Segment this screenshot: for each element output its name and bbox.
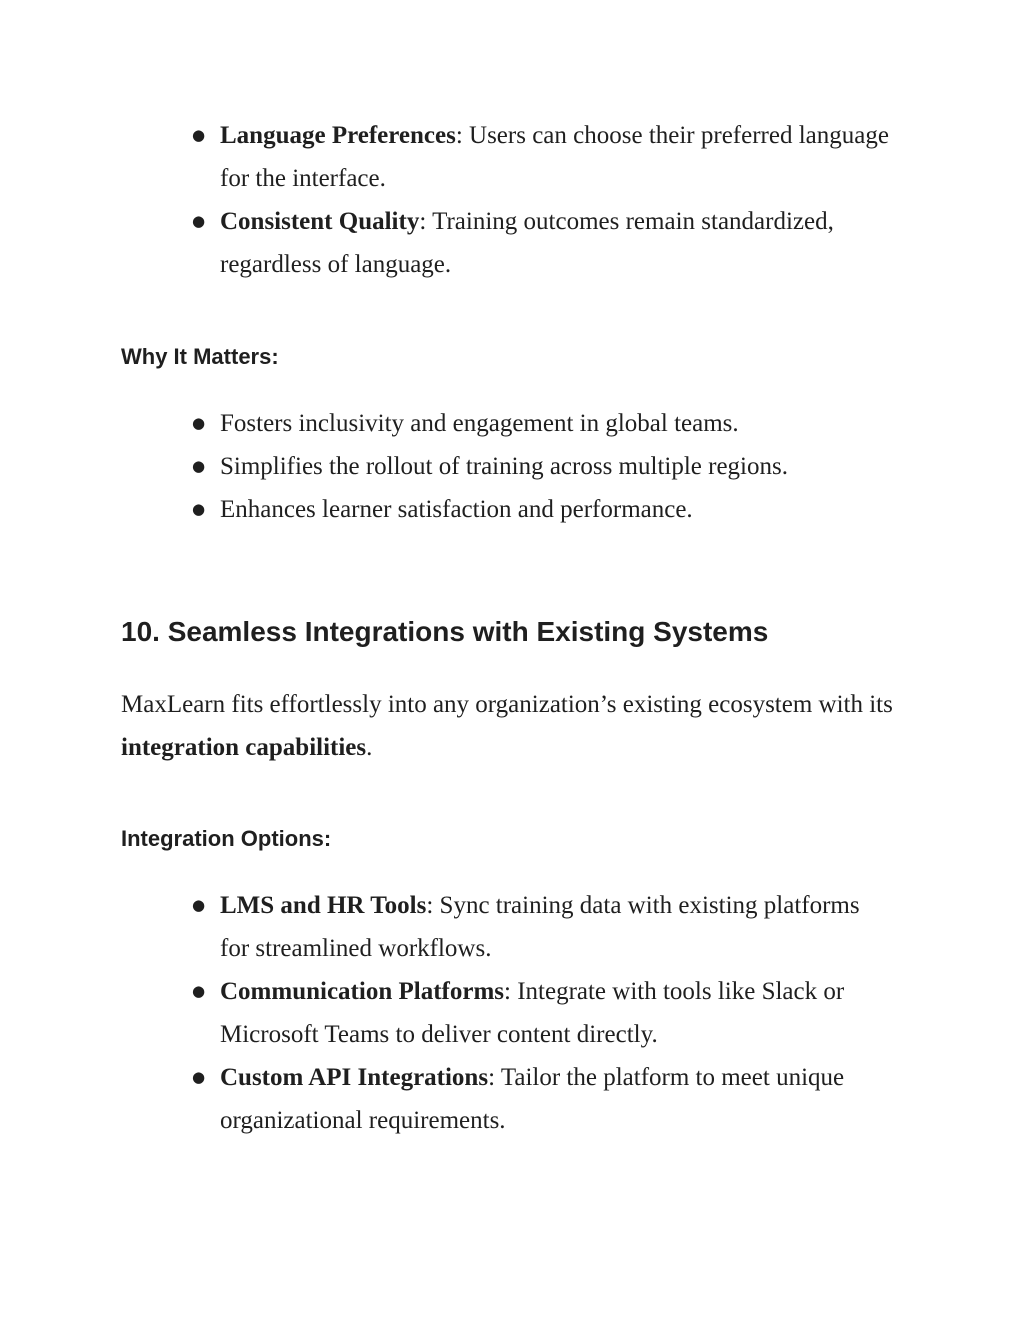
list-item-text: : Tailor the platform to meet unique organizational requirements.	[220, 1064, 845, 1134]
list-item-text: : Sync training data with existing platforms for streamlined workflows.	[220, 892, 860, 962]
bullet-icon: ●	[192, 414, 206, 432]
intro-paragraph: MaxLearn fits effortlessly into any organization’s existing ecosystem with its integration capabilities.	[121, 691, 893, 761]
list-item-term: Language Preferences	[220, 122, 456, 149]
section-heading: 10. Seamless Integrations with Existing Systems	[121, 616, 769, 647]
top-bullet-list	[0, 114, 1024, 286]
list-item-text: Enhances learner satisfaction and performance.	[220, 496, 693, 523]
list-item-text: : Users can choose their preferred language for the interface.	[220, 122, 889, 192]
list-item-term: Custom API Integrations	[220, 1064, 489, 1091]
list-item-text: : Integrate with tools like Slack or Microsoft Teams to deliver content directly.	[220, 978, 845, 1048]
bullet-icon: ●	[192, 1068, 206, 1086]
why-bullet-list	[0, 402, 1024, 531]
list-item-text: Simplifies the rollout of training across multiple regions.	[220, 453, 788, 480]
intro-emphasis: integration capabilities	[121, 734, 367, 761]
list-item	[0, 445, 1024, 488]
why-it-matters-heading: Why It Matters:	[121, 344, 279, 369]
bullet-icon: ●	[192, 126, 206, 144]
list-item-text: Fosters inclusivity and engagement in global teams.	[220, 410, 739, 437]
integration-options-heading: Integration Options:	[121, 826, 332, 851]
list-item-term: Consistent Quality	[220, 208, 420, 235]
bullet-icon: ●	[192, 982, 206, 1000]
list-item-term: Communication Platforms	[220, 978, 504, 1005]
list-item	[0, 402, 1024, 445]
list-item	[0, 114, 1024, 200]
bullet-icon: ●	[192, 212, 206, 230]
list-item-term: LMS and HR Tools	[220, 892, 427, 919]
bullet-icon: ●	[192, 500, 206, 518]
list-item	[0, 488, 1024, 531]
bullet-icon: ●	[192, 457, 206, 475]
list-item-text: : Training outcomes remain standardized, regardless of language.	[220, 208, 834, 278]
options-bullet-list	[0, 884, 1024, 1142]
list-item	[0, 1056, 1024, 1142]
list-item	[0, 884, 1024, 970]
list-item	[0, 200, 1024, 286]
list-item	[0, 970, 1024, 1056]
bullet-icon: ●	[192, 896, 206, 914]
